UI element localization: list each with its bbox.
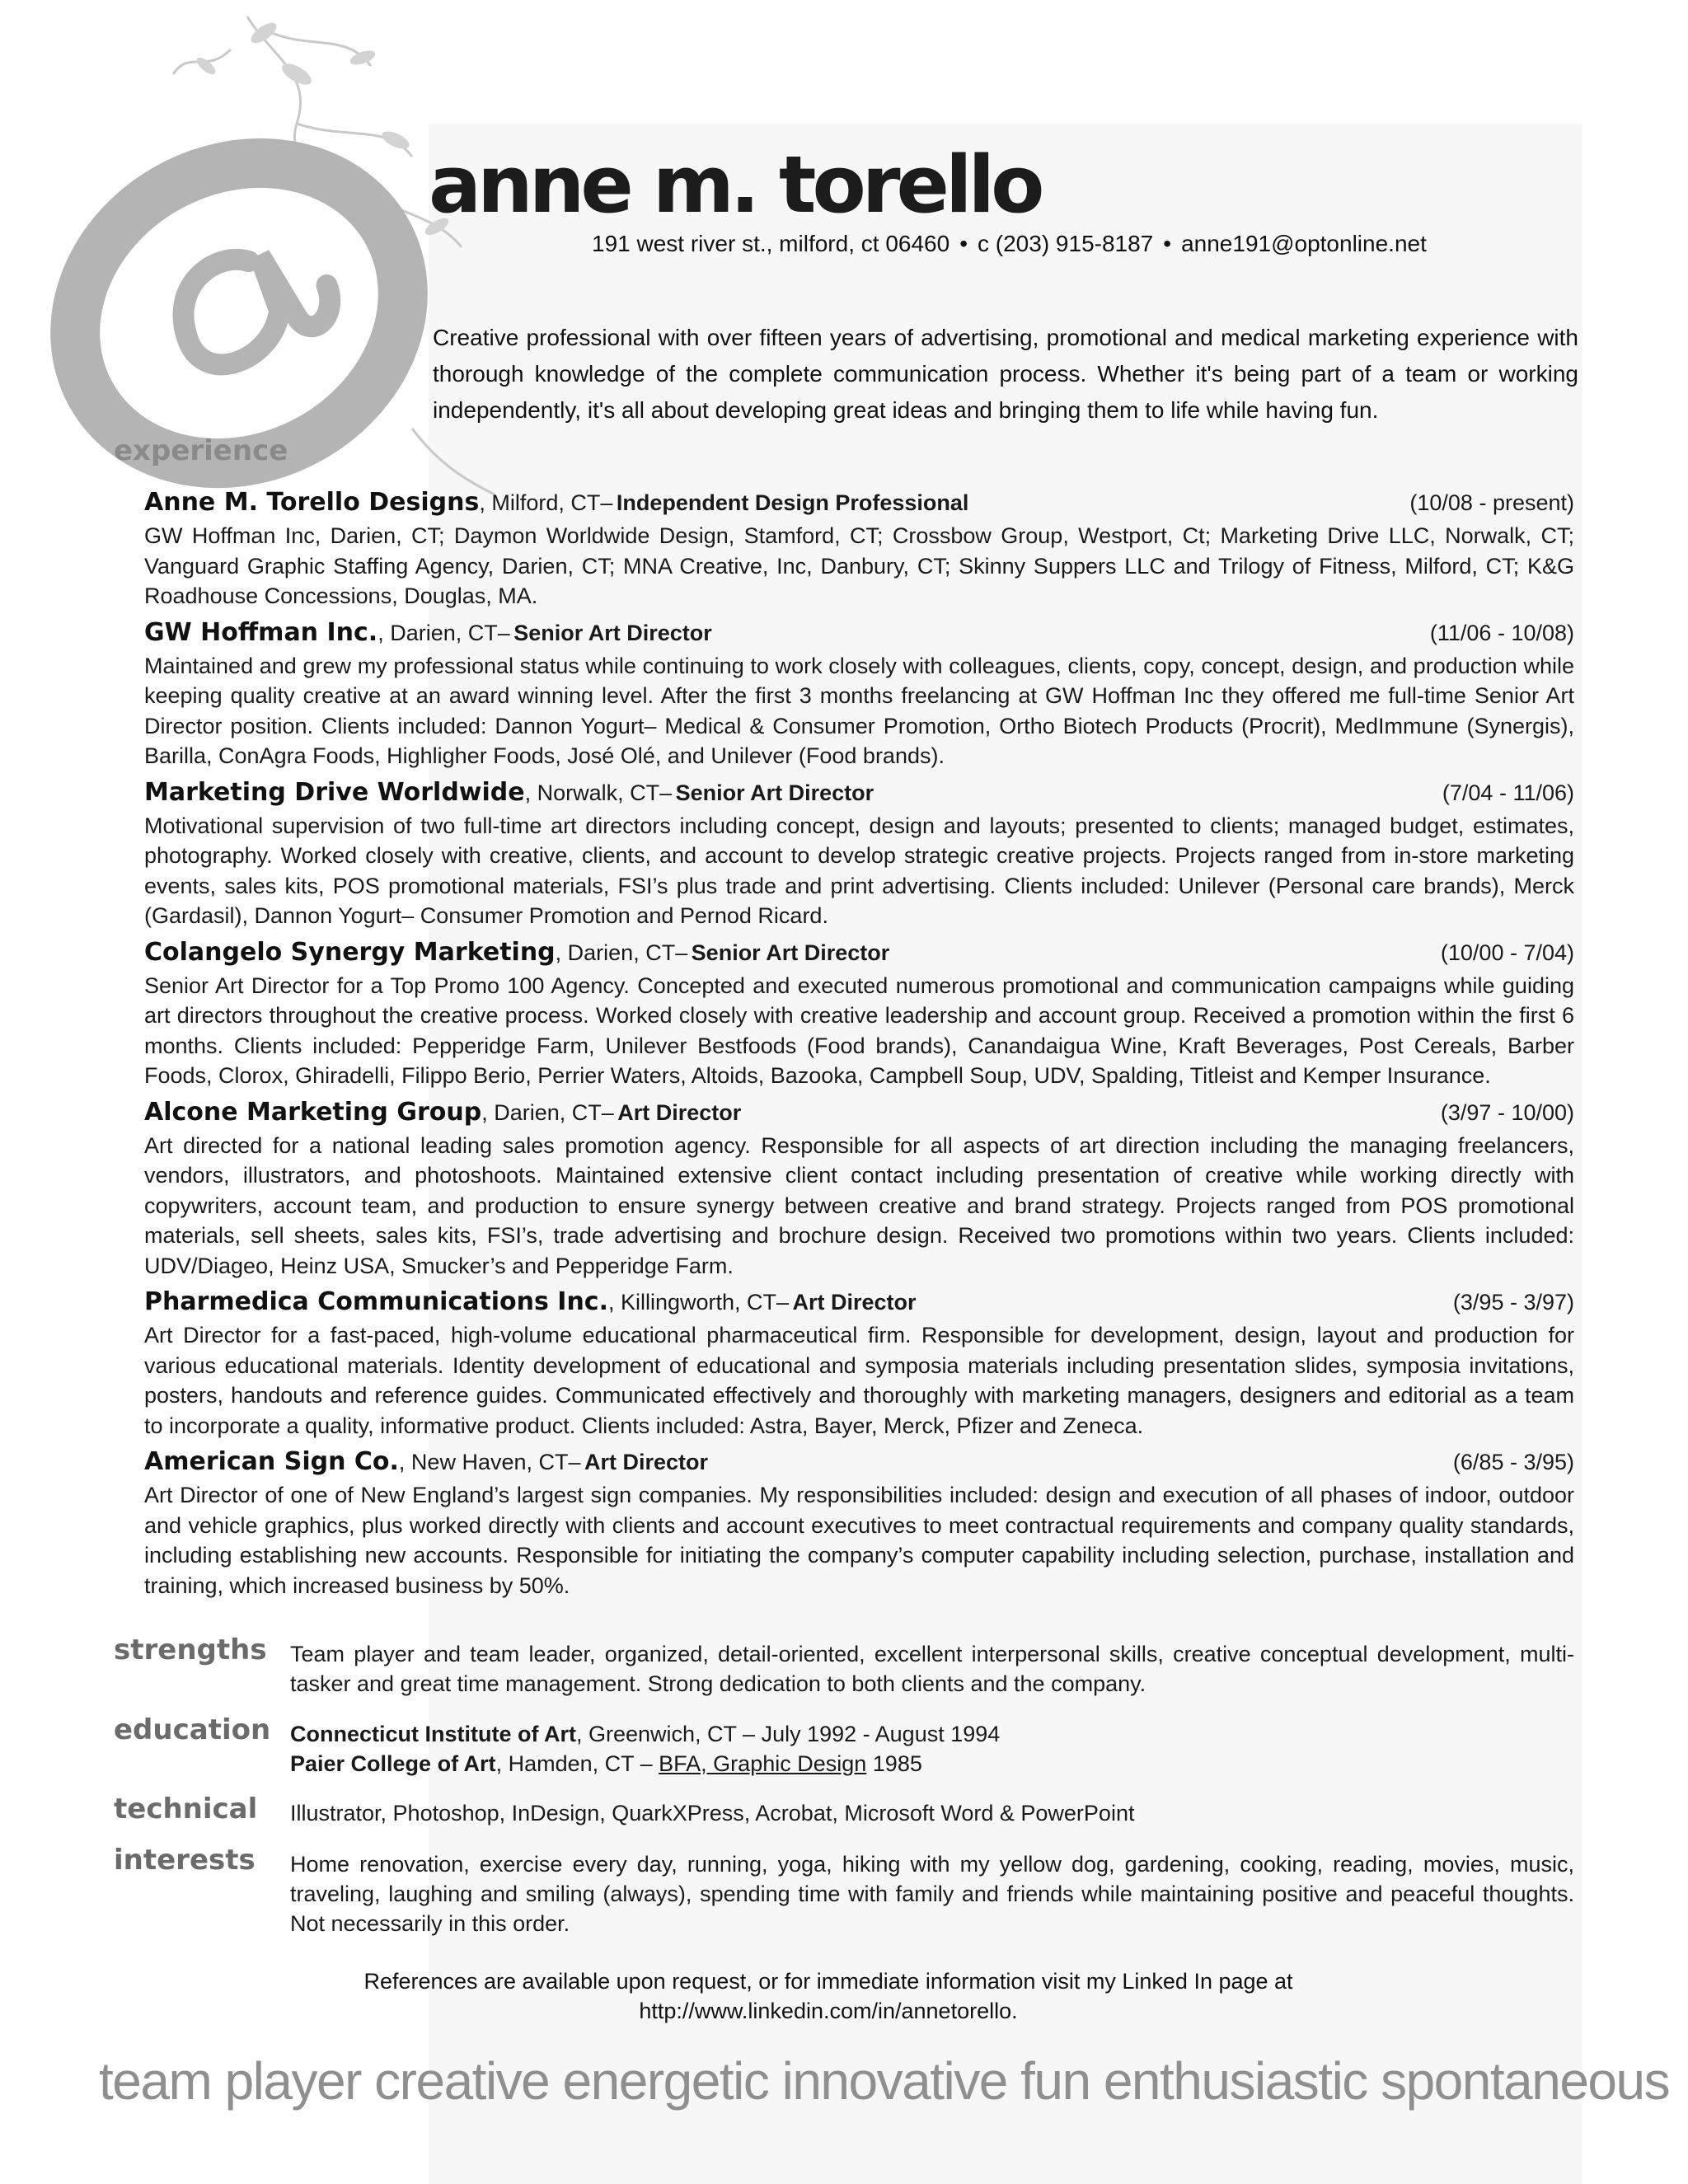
job-role: Art Director: [617, 1099, 742, 1125]
job-location: , Norwalk, CT–: [524, 780, 673, 805]
education-detail: , Hamden, CT –: [495, 1751, 659, 1776]
job-role: Senior Art Director: [675, 780, 874, 805]
job-description: Art Director of one of New England’s largest sign companies. My responsibilities included: design and execution of all phases of indoor, outdoor and vehicle graphics, plus worked directly with clients and account executives to meet contractual requirements and company quality standards, including establishing new accounts. Responsible for initiating the company’s computer capability including selection, purchase, installation and training, which increased business by 50%.: [144, 1483, 1574, 1598]
job-dates: (6/85 - 3/95): [1452, 1450, 1574, 1474]
job-title-line: [144, 488, 968, 517]
job-entry: [144, 1098, 1574, 1282]
company-name: Alcone Marketing Group: [144, 1097, 482, 1127]
company-name: American Sign Co.: [144, 1447, 399, 1476]
job-header: [144, 618, 1574, 651]
job-header: [144, 1447, 1574, 1480]
school-name: Connecticut Institute of Art: [290, 1722, 576, 1746]
job-dates: (7/04 - 11/06): [1442, 780, 1574, 805]
job-entry: [144, 1447, 1574, 1601]
job-header: [144, 488, 1574, 521]
job-dates: (3/95 - 3/97): [1452, 1290, 1574, 1315]
strengths-section: [114, 1633, 1574, 1702]
degree: BFA, Graphic Design: [659, 1751, 867, 1776]
education-section: [114, 1713, 1574, 1782]
job-dates: (3/97 - 10/00): [1440, 1099, 1574, 1125]
applicant-name: anne m. torello: [429, 140, 1041, 231]
job-description: Maintained and grew my professional status while continuing to work closely with colleagues, clients, copy, concept, design, and production while keeping quality creative at an award winning level. After the first 3 months freelancing at GW Hoffman Inc they offered me full-time Senior Art Director position. Clients included: Dannon Yogurt– Medical & Consumer Promotion, Ortho Biotech Products (Procrit), MedImmune (Synergis), Barilla, ConAgra Foods, Highligher Foods, José Olé, and Unilever (Food brands).: [144, 653, 1574, 768]
job-location: , Killingworth, CT–: [607, 1290, 790, 1315]
technical-skills: Illustrator, Photoshop, InDesign, QuarkXPress, Acrobat, Microsoft Word & PowerPoint: [290, 1801, 1135, 1825]
job-entry: [144, 618, 1574, 771]
job-dates: (10/00 - 7/04): [1440, 940, 1574, 965]
tagline: team player creative energetic innovative fun enthusiastic spontaneous: [99, 2051, 1670, 2111]
education-entry: [290, 1749, 1574, 1779]
intro-summary: Creative professional with over fifteen years of advertising, promotional and medical marketing experience with thorough knowledge of the complete communication process. Whether it's being part of a team or working independently, it's all about developing great ideas and bringing them to life while having fun.: [433, 325, 1578, 423]
at-sign-swirl-logo: [0, 0, 626, 511]
job-location: , New Haven, CT–: [398, 1450, 581, 1474]
section-label-interests: interests: [114, 1844, 256, 1877]
job-entry: [144, 778, 1574, 931]
job-title-line: [144, 1447, 708, 1476]
email: anne191@optonline.net: [1181, 231, 1427, 256]
job-dates: (10/08 - present): [1409, 490, 1574, 515]
interests-section: [114, 1846, 1574, 1945]
strengths-text: Team player and team leader, organized, detail-oriented, excellent interpersonal skills, creative conceptual development, multi-tasker and great time management. Strong dedication to both clients and the company.: [290, 1642, 1574, 1696]
job-role: Art Director: [584, 1450, 708, 1474]
company-name: GW Hoffman Inc.: [144, 617, 378, 647]
phone: c (203) 915-8187: [978, 231, 1154, 256]
job-entry: [144, 938, 1574, 1091]
job-role: Senior Art Director: [513, 620, 712, 645]
education-entry: [290, 1719, 1574, 1749]
company-name: Pharmedica Communications Inc.: [144, 1287, 608, 1316]
job-dates: (11/06 - 10/08): [1429, 620, 1574, 645]
references-note: [313, 1966, 1343, 2026]
job-entry: [144, 1287, 1574, 1441]
education-list: [290, 1719, 1574, 1779]
address: 191 west river st., milford, ct 06460: [592, 231, 950, 256]
job-title-line: [144, 618, 712, 647]
company-name: Anne M. Torello Designs: [144, 488, 480, 517]
references-text: References are available upon request, or for immediate information visit my Linked In page at: [363, 1969, 1293, 1994]
job-description: Motivational supervision of two full-time art directors including concept, design and layouts; presented to clients; managed budget, estimates, photography. Worked closely with creative, clients, and account to develop strategic creative projects. Projects ranged from in-store marketing events, sales kits, POS promotional materials, FSI’s plus trade and print advertising. Clients included: Unilever (Personal care brands), Merck (Gardasil), Dannon Yogurt– Consumer Promotion and Pernod Ricard.: [144, 813, 1574, 928]
job-entry: [144, 488, 1574, 612]
company-name: Colangelo Synergy Marketing: [144, 937, 556, 967]
job-location: , Darien, CT–: [377, 620, 510, 645]
section-label-technical: technical: [114, 1793, 258, 1825]
job-role: Independent Design Professional: [616, 490, 969, 515]
linkedin-url: http://www.linkedin.com/in/annetorello.: [639, 1999, 1018, 2023]
experience-list: [144, 488, 1574, 1607]
interests-text: Home renovation, exercise every day, running, yoga, hiking with my yellow dog, gardening, cooking, reading, movies, music, traveling, laughing and smiling (always), spending time with family and friends while maintaining positive and peaceful thoughts. Not necessarily in this order.: [290, 1852, 1574, 1936]
company-name: Marketing Drive Worldwide: [144, 777, 525, 807]
technical-section: [114, 1795, 1574, 1832]
job-description: Art Director for a fast-paced, high-volume educational pharmaceutical firm. Responsible for development, design, layout and production for various educational materials. Identity development of educational and symposia materials including presentation slides, symposia invitations, posters, handouts and reference guides. Communicated effectively and thoroughly with marketing managers, designers and editorial as a team to incorporate a quality, informative product. Clients included: Astra, Bayer, Merck, Pfizer and Zeneca.: [144, 1323, 1574, 1438]
job-description: Art directed for a national leading sales promotion agency. Responsible for all aspects of art direction including the managing freelancers, vendors, illustrators, and photoshoots. Maintained extensive client contact including presentation of creative while working directly with copywriters, account team, and production to ensure synergy between creative and brand strategy. Projects ranged from POS promotional materials, sell sheets, sales kits, FSI’s, trade advertising and brochure design. Received two promotions within two years. Clients included: UDV/Diageo, Heinz USA, Smucker’s and Pepperidge Farm.: [144, 1132, 1574, 1278]
job-description: GW Hoffman Inc, Darien, CT; Daymon Worldwide Design, Stamford, CT; Crossbow Group, Westport, Ct; Marketing Drive LLC, Norwalk, CT; Vanguard Graphic Staffing Agency, Darien, CT; MNA Creative, Inc, Danbury, CT; Skinny Suppers LLC and Trilogy of Fitness, Milford, CT; K&G Roadhouse Concessions, Douglas, MA.: [144, 523, 1574, 608]
job-title-line: [144, 938, 889, 967]
job-header: [144, 938, 1574, 971]
job-role: Art Director: [792, 1290, 917, 1315]
degree-year: 1985: [866, 1751, 922, 1776]
job-title-line: [144, 1287, 917, 1316]
job-location: , Darien, CT–: [481, 1099, 614, 1125]
separator: •: [1163, 231, 1172, 256]
job-title-line: [144, 1098, 741, 1127]
job-location: , Milford, CT–: [479, 490, 613, 515]
job-header: [144, 778, 1574, 811]
contact-line: [592, 231, 1427, 257]
section-label-experience: experience: [114, 434, 288, 467]
education-detail: , Greenwich, CT – July 1992 - August 1994: [575, 1722, 1001, 1746]
job-role: Senior Art Director: [691, 940, 890, 965]
job-location: , Darien, CT–: [555, 940, 688, 965]
job-title-line: [144, 778, 874, 807]
school-name: Paier College of Art: [290, 1751, 496, 1776]
section-label-strengths: strengths: [114, 1633, 267, 1666]
job-description: Senior Art Director for a Top Promo 100 Agency. Concepted and executed numerous promotional and communication campaigns while guiding art directors throughout the creative process. Worked closely with creative leadership and account group. Received a promotion within the first 6 months. Clients included: Pepperidge Farm, Unilever Bestfoods (Food brands), Canandaigua Wine, Kraft Beverages, Post Cereals, Barber Foods, Clorox, Ghiradelli, Filippo Berio, Perrier Waters, Altoids, Bazooka, Campbell Soup, UDV, Spalding, Titleist and Kemper Insurance.: [144, 972, 1574, 1088]
job-header: [144, 1287, 1574, 1320]
section-label-education: education: [114, 1713, 271, 1746]
job-header: [144, 1098, 1574, 1131]
separator: •: [959, 231, 968, 256]
